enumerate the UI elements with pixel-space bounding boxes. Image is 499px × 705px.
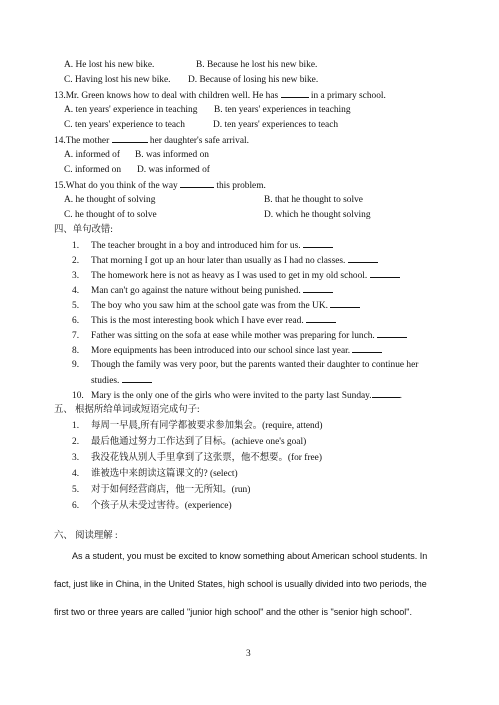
item-number: 6. [72,316,80,326]
q12-option-d: D. Because of losing his new bike. [188,75,319,85]
page-number: 3 [246,649,251,659]
q15-stem-before: 15.What do you think of the way [54,181,178,191]
section4-heading: 四、单句改错: [54,225,113,235]
item-number: 1. [72,241,80,251]
item-text: The teacher brought in a boy and introduced him for us. [91,241,301,251]
reading-paragraph-line: first two or three years are called "junior high school" and the other is "senior high school". [54,607,412,617]
q14-option-c: C. informed on [64,165,122,175]
q13-stem-before: 13.Mr. Green knows how to deal with children well. He has [54,91,279,101]
section4-item [72,269,400,282]
answer-blank [122,374,152,383]
item-number: 10. [72,391,84,401]
section5-item [72,452,322,464]
section6-heading: 六、 阅读理解 : [54,531,118,541]
item-number: 3. [72,453,80,463]
item-text: 对于如何经营商店，他一无所知。(run) [91,485,251,495]
item-number: 8. [72,346,80,356]
section4-item [72,329,407,342]
q14-option-b: B. was informed on [135,150,209,160]
item-number: 9. [72,360,80,370]
item-text: More equipments has been introduced into our school since last year. [91,346,351,356]
section4-item [72,284,333,297]
q15-stem-after: this problem. [216,181,266,191]
item-text: 个孩子从未受过害待。(experience) [91,501,232,511]
q14-stem [54,134,249,147]
q13-stem [54,89,386,102]
item-text: Mary is the only one of the girls who were invited to the party last Sunday. [91,391,372,401]
item-number: 4. [72,286,80,296]
answer-blank [372,389,400,398]
answer-blank [377,329,407,338]
item-text: The boy who you saw him at the school gate was from the UK. [91,301,328,311]
q12-option-b: B. Because he lost his new bike. [196,60,318,70]
answer-blank [303,239,333,248]
section5-heading: 五、 根据所给单词或短语完成句子: [54,405,200,415]
item-number: 5. [72,485,80,495]
item-text: 我没花钱从别人手里拿到了这张票，他不想要。(for free) [91,453,322,463]
answer-blank [352,344,382,353]
item-text: This is the most interesting book which I have ever read. [91,316,304,326]
q15-option-d: D. which he thought solving [264,210,371,220]
item-number: 4. [72,469,80,479]
item-text: 最后他通过努力工作达到了目标。(achieve one's goal) [91,437,307,447]
section4-item [72,314,336,327]
answer-blank [330,299,360,308]
q12-option-c: C. Having lost his new bike. [64,75,171,85]
q14-option-d: D. was informed of [137,165,210,175]
item-text: Father was sitting on the sofa at ease while mother was preparing for lunch. [91,331,375,341]
q13-option-c: C. ten years' experience to teach [64,120,185,130]
q15-option-c: C. he thought of to solve [64,210,157,220]
section4-item: 10. Mary is the only one of the girls who were invited to the party last Sunday. . [72,391,402,401]
section4-item [72,359,418,371]
section4-item-continuation [91,374,152,387]
q13-option-a: A. ten years' experience in teaching [64,105,198,115]
section4-item [72,299,360,312]
section5-item [72,484,250,496]
q15-blank [180,179,214,188]
item-number: 1. [72,421,80,431]
section5-item [72,420,322,432]
q13-option-b: B. ten years' experiences in teaching [214,105,351,115]
item-text: studies. [91,376,120,386]
reading-paragraph-line: fact, just like in China, in the United States, high school is usually divided into two periods, the [54,579,427,589]
item-number: 2. [72,437,80,447]
q13-option-d: D. ten years' experiences to teach [213,120,339,130]
q14-blank [112,134,148,143]
section5-item [72,500,232,512]
q12-option-a: A. He lost his new bike. [64,60,155,70]
section4-item [72,344,382,357]
answer-blank [348,254,378,263]
q13-stem-after: in a primary school. [310,91,386,101]
section4-item [72,239,333,252]
answer-blank [306,314,336,323]
q15-option-b: B. that he thought to solve [264,195,363,205]
item-text: The homework here is not as heavy as I was used to get in my old school. [91,271,368,281]
q14-stem-before: 14.The mother [54,136,110,146]
q14-stem-after: her daughter's safe arrival. [149,136,249,146]
q15-stem [54,179,266,192]
section5-item [72,436,306,448]
item-text: Man can't go against the nature without being punished. [91,286,301,296]
answer-blank [303,284,333,293]
item-number: 6. [72,501,80,511]
item-number: 2. [72,256,80,266]
section5-item [72,468,238,480]
answer-blank [370,269,400,278]
item-number: 3. [72,271,80,281]
item-number: 5. [72,301,80,311]
q13-blank [281,89,309,98]
item-text: That morning I got up an hour later than usually as I had no classes. [91,256,346,266]
item-text: 每周一早晨,所有同学都被要求参加集会。(require, attend) [91,421,323,431]
q14-option-a: A. informed of [64,150,120,160]
section4-item [72,254,378,267]
item-number: 7. [72,331,80,341]
q15-option-a: A. he thought of solving [64,195,156,205]
reading-paragraph-line: As a student, you must be excited to know something about American school students. In [72,551,428,561]
item-text: Though the family was very poor, but the parents wanted their daughter to continue her [91,360,419,370]
item-text: 谁被选中来朗读这篇课文的? (select) [91,469,238,479]
